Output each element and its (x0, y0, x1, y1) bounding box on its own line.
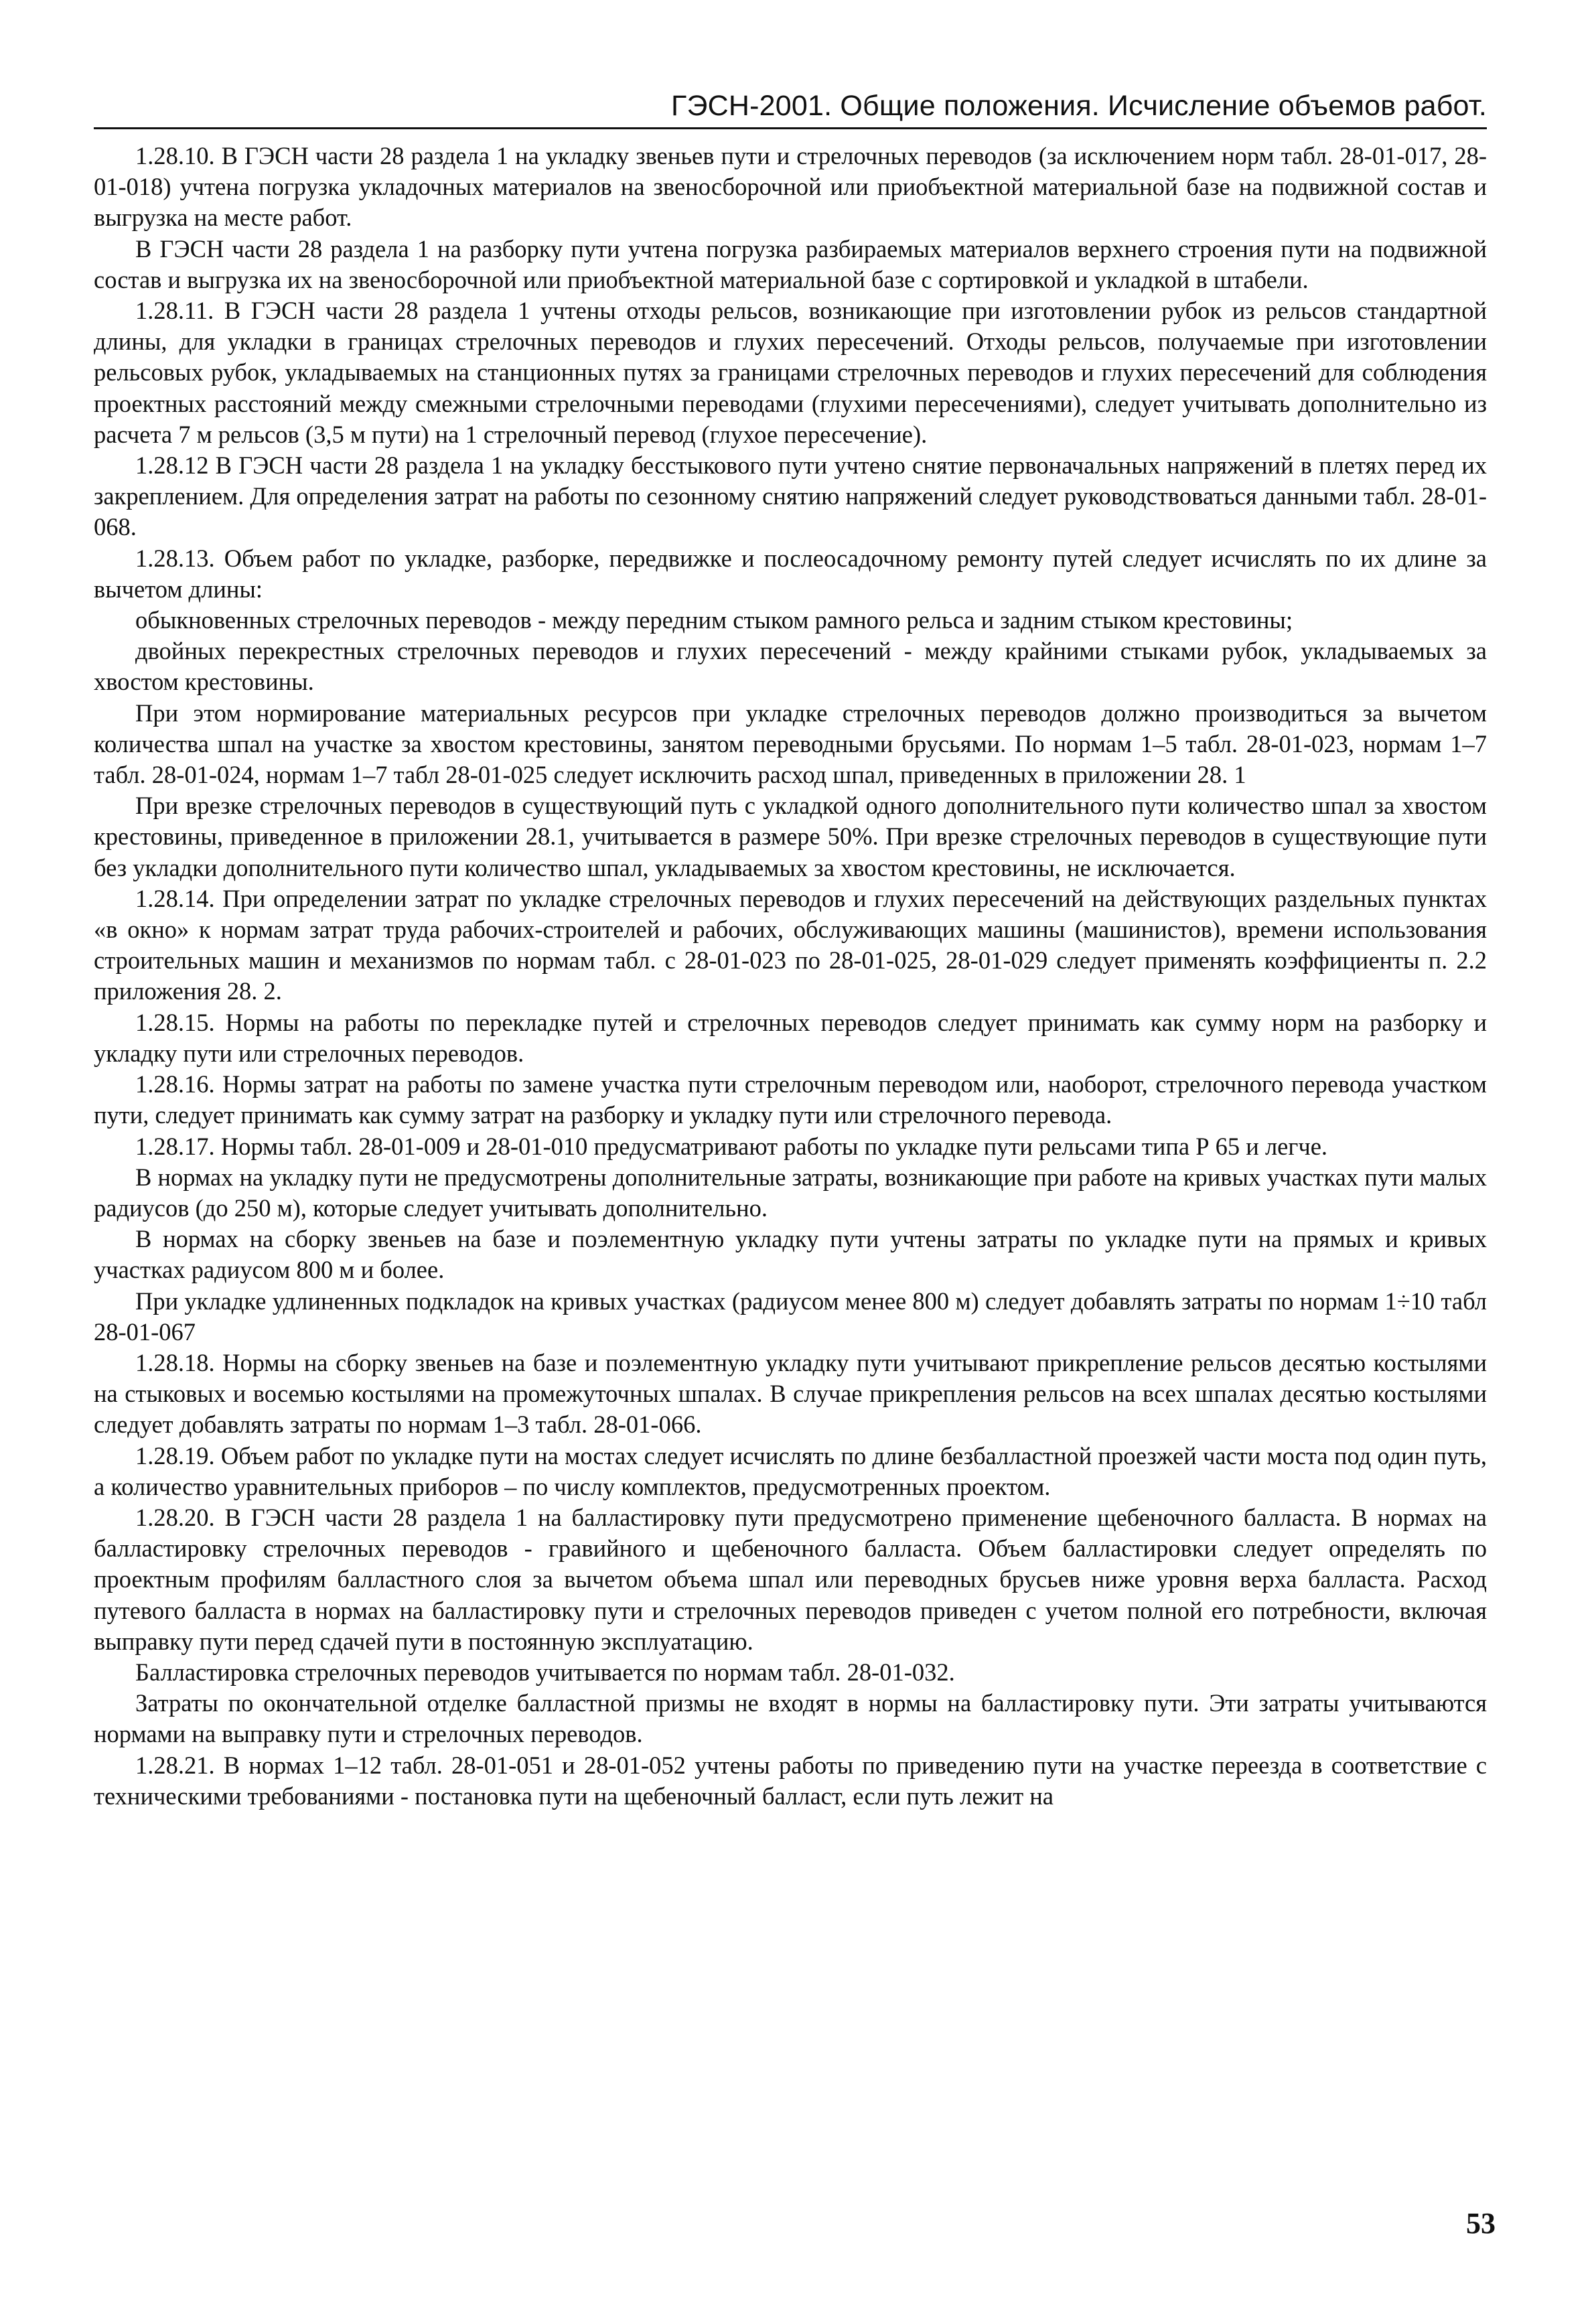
paragraph-1-28-11: 1.28.11. В ГЭСН части 28 раздела 1 учтены отходы рельсов, возникающие при изготовлении рубок из рельсов стандартной длины, для укладки в границах стрелочных переводов и глухих пересечений. Отходы рельсов, получаемые при изготовлении рельсовых рубок, укладываемых на станционных путях за границами стрелочных переводов и глухих пересечений для соблюдения проектных расстояний между смежными стрелочными переводами (глухими пересечениями), следует учитывать дополнительно из расчета 7 м рельсов (3,5 м пути) на 1 стрелочный перевод (глухое пересечение). (94, 297, 1487, 448)
paragraph: В нормах на укладку пути не предусмотрены дополнительные затраты, возникающие при работе на кривых участках пути малых радиусов (до 250 м), которые следует учитывать дополнительно. (94, 1163, 1487, 1222)
paragraph: При этом нормирование материальных ресурсов при укладке стрелочных переводов должно производиться за вычетом количества шпал на участке за хвостом крестовины, занятом переводными брусьями. По нормам 1–5 табл. 28-01-023, нормам 1–7 табл. 28-01-024, нормам 1–7 табл 28-01-025 следует исключить расход шпал, приведенных в приложении 28. 1 (94, 699, 1487, 789)
paragraph: Балластировка стрелочных переводов учитывается по нормам табл. 28-01-032. (135, 1658, 955, 1686)
paragraph-1-28-19: 1.28.19. Объем работ по укладке пути на мостах следует исчислять по длине безбалластной проезжей части моста под один путь, а количество уравнительных приборов – по числу комплектов, предусмотренных проектом. (94, 1441, 1487, 1500)
paragraph: В ГЭСН части 28 раздела 1 на разборку пути учтена погрузка разбираемых материалов верхнего строения пути на подвижной состав и выгрузка их на звеносборочной или приобъектной материальной базе с сортировкой и укладкой в штабели. (94, 234, 1487, 293)
paragraph: обыкновенных стрелочных переводов - между передним стыком рамного рельса и задним стыком крестовины; (135, 606, 1293, 634)
paragraph-1-28-12: 1.28.12 В ГЭСН части 28 раздела 1 на укладку бесстыкового пути учтено снятие первоначальных напряжений в плетях перед их закреплением. Для определения затрат на работы по сезонному снятию напряжений следует руководствоваться данными табл. 28-01-068. (94, 451, 1487, 541)
header-title: ГЭСН-2001. Общие положения. Исчисление объемов работ. (671, 90, 1487, 122)
paragraph-1-28-20: 1.28.20. В ГЭСН части 28 раздела 1 на балластировку пути предусмотрено применение щебеночного балласта. В нормах на балластировку стрелочных переводов - гравийного и щебеночного балласта. Объем балластировки следует определять по проектным профилям балластного слоя за вычетом объема шпал или переводных брусьев ниже уровня верха балласта. Расход путевого балласта в нормах на балластировку пути и стрелочных переводов приведен с учетом полной его потребности, включая выправку пути перед сдачей пути в постоянную эксплуатацию. (94, 1503, 1487, 1655)
paragraph-1-28-16: 1.28.16. Нормы затрат на работы по замене участка пути стрелочным переводом или, наоборот, стрелочного перевода участком пути, следует принимать как сумму затрат на разборку и укладку пути или стрелочного перевода. (94, 1070, 1487, 1129)
paragraph-1-28-21: 1.28.21. В нормах 1–12 табл. 28-01-051 и 28-01-052 учтены работы по приведению пути на участке переезда в соответствие с техническими требованиями - постановка пути на щебеночный балласт, если путь лежит на (94, 1751, 1487, 1810)
running-header (94, 86, 1487, 126)
paragraph: При врезке стрелочных переводов в существующий путь с укладкой одного дополнительного пути количество шпал за хвостом крестовины, приведенное в приложении 28.1, учитывается в размере 50%. При врезке стрелочных переводов в существующие пути без укладки дополнительного пути количество шпал, укладываемых за хвостом крестовины, не исключается. (94, 792, 1487, 881)
paragraph: Затраты по окончательной отделке балластной призмы не входят в нормы на балластировку пути. Эти затраты учитываются нормами на выправку пути и стрелочных переводов. (94, 1689, 1487, 1748)
paragraph-1-28-14: 1.28.14. При определении затрат по укладке стрелочных переводов и глухих пересечений на действующих раздельных пунктах «в окно» к нормам затрат труда рабочих-строителей и рабочих, обслуживающих машины (машинистов), времени использования строительных машин и механизмов по нормам табл. с 28-01-023 по 28-01-025, 28-01-029 следует применять коэффициенты п. 2.2 приложения 28. 2. (94, 884, 1487, 1005)
paragraph-1-28-17: 1.28.17. Нормы табл. 28-01-009 и 28-01-010 предусматривают работы по укладке пути рельсами типа Р 65 и легче. (135, 1132, 1328, 1160)
page-number: 53 (1466, 2207, 1496, 2240)
paragraph-1-28-13: 1.28.13. Объем работ по укладке, разборке, передвижке и послеосадочному ремонту путей следует исчислять по их длине за вычетом длины: (94, 544, 1487, 603)
paragraph-1-28-15: 1.28.15. Нормы на работы по перекладке путей и стрелочных переводов следует принимать как сумму норм на разборку и укладку пути или стрелочных переводов. (94, 1008, 1487, 1067)
header-rule (94, 127, 1487, 129)
paragraph: В нормах на сборку звеньев на базе и поэлементную укладку пути учтены затраты по укладке пути на прямых и кривых участках радиусом 800 м и более. (94, 1225, 1487, 1284)
paragraph-1-28-10: 1.28.10. В ГЭСН части 28 раздела 1 на укладку звеньев пути и стрелочных переводов (за исключением норм табл. 28-01-017, 28-01-018) учтена погрузка укладочных материалов на звеносборочной или приобъектной материальной базе на подвижной состав и выгрузка на месте работ. (94, 142, 1487, 232)
paragraph: двойных перекрестных стрелочных переводов и глухих пересечений - между крайними стыками рубок, укладываемых за хвостом крестовины. (94, 637, 1487, 696)
paragraph: При укладке удлиненных подкладок на кривых участках (радиусом менее 800 м) следует добавлять затраты по нормам 1÷10 табл 28-01-067 (94, 1287, 1487, 1346)
body-text (94, 141, 1487, 1812)
paragraph-1-28-18: 1.28.18. Нормы на сборку звеньев на базе и поэлементную укладку пути учитывают прикрепление рельсов десятью костылями на стыковых и восемью костылями на промежуточных шпалах. В случае прикрепления рельсов на всех шпалах десятью костылями следует добавлять затраты по нормам 1–3 табл. 28-01-066. (94, 1348, 1487, 1439)
